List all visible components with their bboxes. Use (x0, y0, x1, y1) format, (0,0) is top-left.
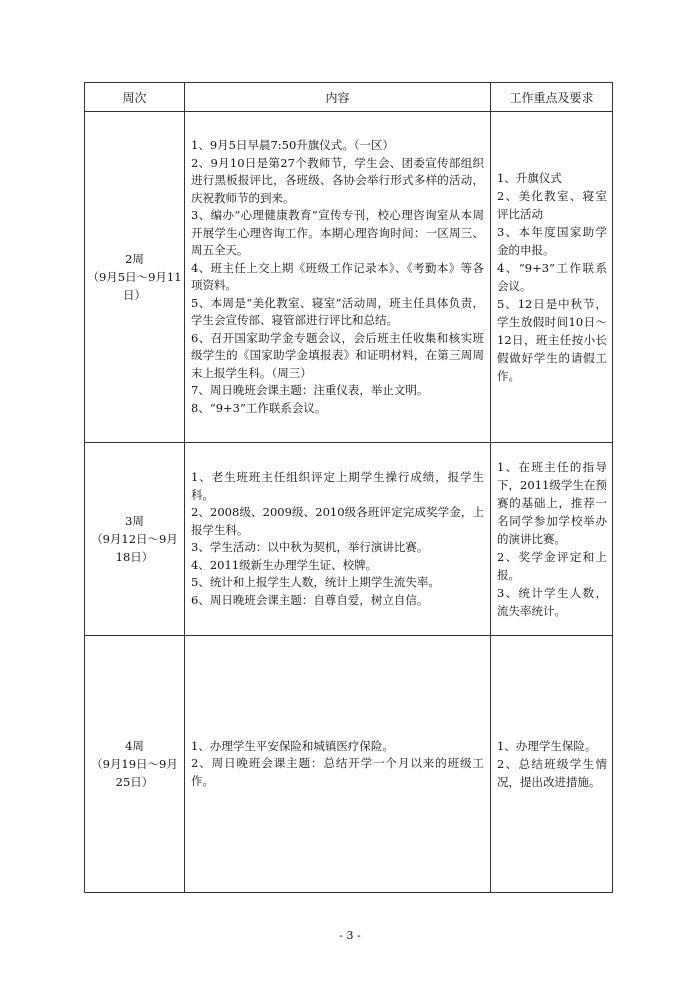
week-label: 2周 (125, 252, 144, 266)
week-cell (85, 636, 185, 893)
requirement-item: 1、办理学生保险。 (497, 739, 597, 753)
content-cell (185, 443, 491, 636)
content-item: 2、9月10日是第27个教师节，学生会、团委宣传部组织进行黑板报评比，各班级、各协会举行形式多样的活动，庆祝教师节的到来。 (191, 155, 484, 205)
content-item: 7、周日晚班会课主题：注重仪表，举止文明。 (191, 383, 429, 397)
table-row (85, 112, 613, 443)
week-cell (85, 112, 185, 443)
table-header-row (85, 83, 613, 112)
table-row (85, 636, 613, 893)
content-item: 2、周日晚班会课主题：总结开学一个月以来的班级工作。 (191, 756, 484, 788)
content-item: 4、2011级新生办理学生证、校牌。 (191, 557, 378, 572)
requirement-item: 5、12日是中秋节，学生放假时间10日～12日，班主任按小长假做好学生的请假工作。 (497, 297, 607, 383)
content-item: 1、办理学生平安保险和城镇医疗保险。 (191, 738, 394, 753)
content-item: 1、老生班班主任组织评定上期学生操行成绩，报学生科。 (191, 470, 484, 502)
content-item: 3、学生活动：以中秋为契机，举行演讲比赛。 (191, 540, 429, 554)
weekly-schedule-table (84, 82, 613, 893)
content-item: 5、本周是“美化教室、寝室”活动周，班主任具体负责，学生会宣传部、寝管部进行评比和总结。 (191, 295, 484, 327)
header-week: 周次 (85, 83, 185, 112)
requirements-cell (491, 443, 613, 636)
week-dates: （9月5日～9月11日） (87, 270, 182, 302)
page-number: - 3 - (339, 929, 361, 942)
content-item: 1、9月5日早晨7:50升旗仪式。（一区） (191, 138, 395, 152)
week-label: 4周 (125, 739, 144, 753)
content-item: 2、2008级、2009级、2010级各班评定完成奖学金，上报学生科。 (191, 505, 484, 537)
content-item: 6、召开国家助学金专题会议，会后班主任收集和核实班级学生的《国家助学金填报表》和证明材料，在第三周周末上报学生科。（周三） (191, 330, 484, 380)
week-dates: （9月19日～9月25日） (91, 757, 178, 789)
requirement-item: 3、本年度国家助学金的申报。 (497, 225, 607, 257)
table-row (85, 443, 613, 636)
requirement-item: 1、升旗仪式 (497, 171, 562, 185)
week-dates: （9月12日～9月18日） (91, 532, 178, 564)
requirement-item: 1、在班主任的指导下，2011级学生在预赛的基础上，推荐一名同学参加学校举办的演讲比赛。 (497, 460, 607, 546)
content-item: 8、“9+3”工作联系会议。 (191, 400, 327, 415)
header-content: 内容 (185, 83, 491, 112)
requirement-item: 4、“9+3”工作联系会议。 (497, 261, 607, 293)
content-cell (185, 112, 491, 443)
week-label: 3周 (125, 514, 144, 528)
week-cell (85, 443, 185, 636)
content-cell (185, 636, 491, 893)
requirement-item: 2、总结班级学生情况，提出改进措施。 (497, 757, 607, 789)
content-item: 6、周日晚班会课主题：自尊自爱，树立自信。 (191, 592, 429, 607)
requirements-cell (491, 636, 613, 893)
requirement-item: 2、奖学金评定和上报。 (497, 550, 607, 582)
content-item: 4、班主任上交上期《班级工作记录本》、《考勤本》等各项资料。 (191, 260, 484, 292)
requirements-cell (491, 112, 613, 443)
content-item: 3、编办“心理健康教育”宣传专刊，校心理咨询室从本周开展学生心理咨询工作。本期心理咨询时间：一区周三、周五全天。 (191, 208, 484, 257)
content-item: 5、统计和上报学生人数，统计上期学生流失率。 (191, 575, 440, 589)
requirement-item: 2、美化教室、寝室评比活动 (497, 189, 607, 221)
requirement-item: 3、统计学生人数，流失率统计。 (497, 586, 607, 618)
header-requirements: 工作重点及要求 (491, 83, 613, 112)
